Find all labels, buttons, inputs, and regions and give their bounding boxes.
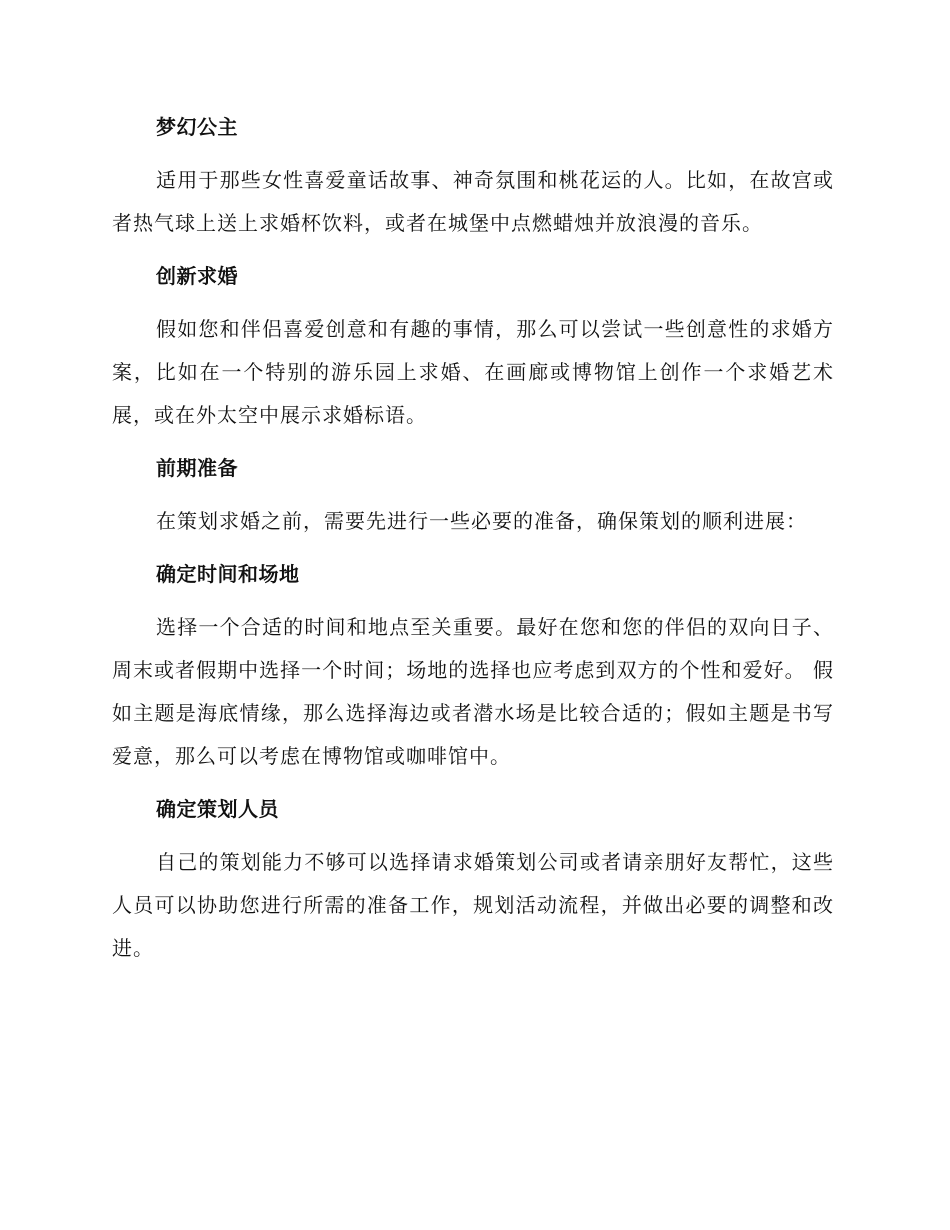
section-creative-proposal bbox=[112, 255, 834, 437]
section-time-and-venue bbox=[112, 553, 834, 778]
section-planners bbox=[112, 788, 834, 970]
section-paragraph: 假如您和伴侣喜爱创意和有趣的事情，那么可以尝试一些创意性的求婚方案，比如在一个特别的游乐园上求婚、在画廊或博物馆上创作一个求婚艺术展，或在外太空中展示求婚标语。 bbox=[112, 317, 834, 427]
section-preparation bbox=[112, 447, 834, 543]
section-heading: 前期准备 bbox=[156, 456, 238, 480]
document-page bbox=[112, 106, 834, 980]
section-heading: 创新求婚 bbox=[156, 264, 238, 288]
section-paragraph: 适用于那些女性喜爱童话故事、神奇氛围和桃花运的人。比如，在故宫或者热气球上送上求婚杯饮料，或者在城堡中点燃蜡烛并放浪漫的音乐。 bbox=[112, 168, 834, 235]
section-paragraph: 选择一个合适的时间和地点至关重要。最好在您和您的伴侣的双向日子、周末或者假期中选择一个时间；场地的选择也应考虑到双方的个性和爱好。 假如主题是海底情缘，那么选择海边或者潜水场是比较合适的；假如主题是书写爱意，那么可以考虑在博物馆或咖啡馆中。 bbox=[112, 615, 834, 768]
section-heading: 梦幻公主 bbox=[156, 115, 238, 139]
section-paragraph: 自己的策划能力不够可以选择请求婚策划公司或者请亲朋好友帮忙，这些人员可以协助您进行所需的准备工作，规划活动流程，并做出必要的调整和改进。 bbox=[112, 850, 834, 960]
section-paragraph: 在策划求婚之前，需要先进行一些必要的准备，确保策划的顺利进展： bbox=[156, 509, 807, 533]
section-dream-princess bbox=[112, 106, 834, 245]
section-heading: 确定策划人员 bbox=[156, 797, 279, 821]
section-heading: 确定时间和场地 bbox=[156, 562, 300, 586]
